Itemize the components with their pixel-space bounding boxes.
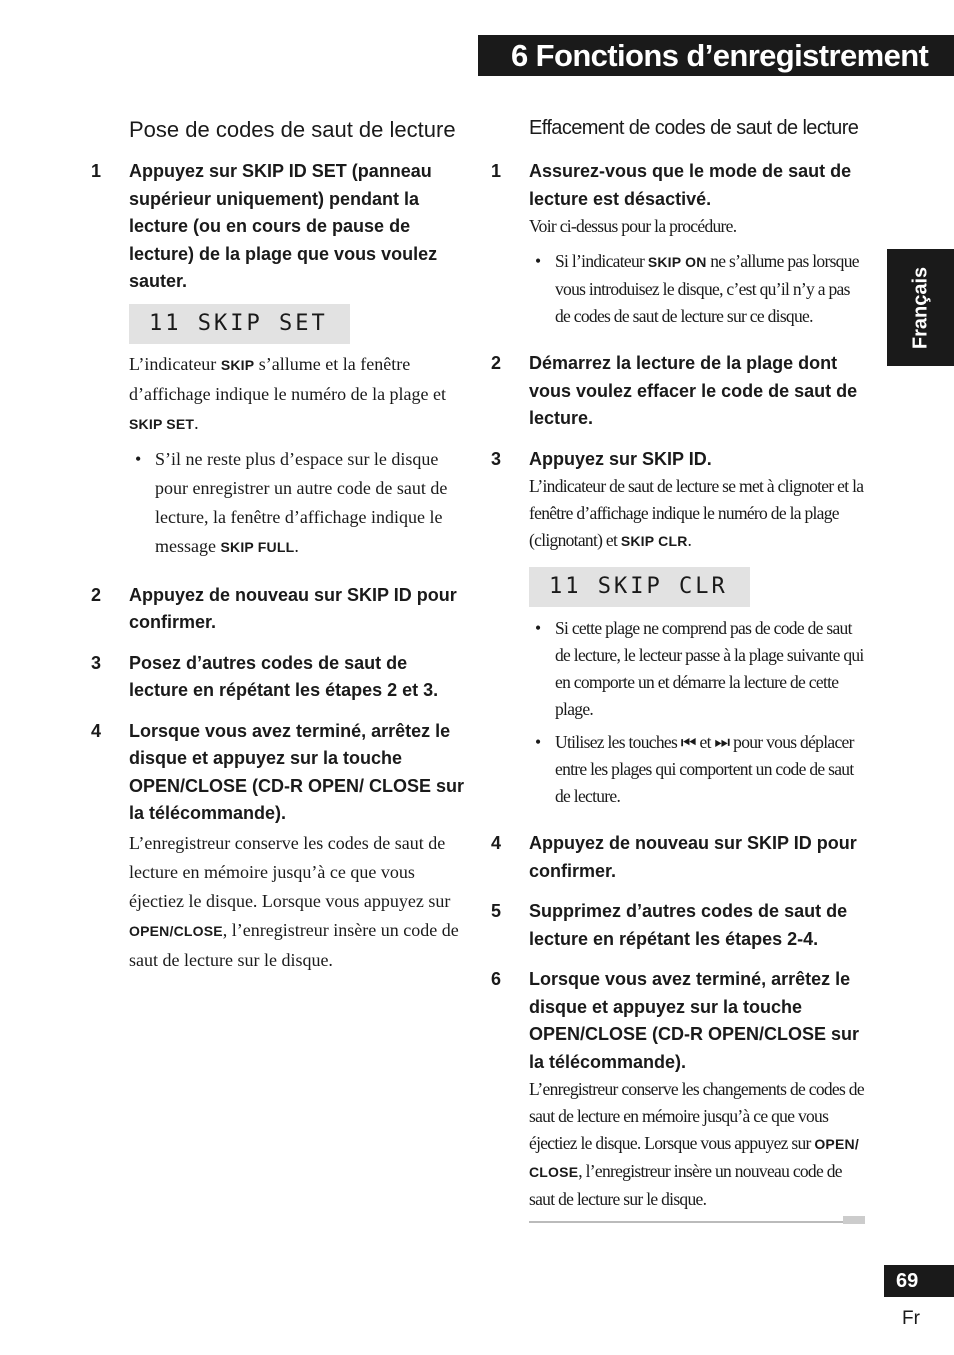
bullet-skip-on: • Si l’indicateur SKIP ON ne s’allume pas lorsque vous introduisez le disque, c’est qu’il n’y a pas de codes de saut de lecture sur ce disque. xyxy=(535,251,859,326)
lcd-display-skip-clr: 11 SKIP CLR xyxy=(529,567,750,607)
previous-track-icon: ⏮ xyxy=(680,732,696,752)
page-number: 69 xyxy=(884,1265,954,1297)
lcd-display-skip-set: 11 SKIP SET xyxy=(129,304,350,344)
paragraph-blinking: L’indicateur de saut de lecture se met à clignoter et la fenêtre d’affichage indique le numéro de la plage (clignotant) et SKIP CLR. xyxy=(529,476,864,550)
paragraph-indicator: L’indicateur SKIP s’allume et la fenêtre d’affichage indique le numéro de la plage et SKIP SET. xyxy=(129,353,447,433)
step-2: 2 Démarrez la lecture de la plage dont vous voulez effacer le code de saut de lecture. xyxy=(491,353,858,428)
step-1 xyxy=(91,158,469,296)
language-tab xyxy=(887,249,954,366)
next-track-icon: ⏭ xyxy=(714,732,730,752)
left-column xyxy=(91,113,469,975)
language-code: Fr xyxy=(902,1308,920,1329)
section-heading-pose: Pose de codes de saut de lecture xyxy=(129,117,456,142)
step-3: 3 Posez d’autres codes de saut de lecture en répétant les étapes 2 et 3. xyxy=(91,652,439,700)
section-heading-effacement: Effacement de codes de saut de lecture xyxy=(529,117,859,139)
step-4: 4 Lorsque vous avez terminé, arrêtez le disque et appuyez sur la touche OPEN/CLOSE (CD-R OPEN/ CLOSE sur la télécommande). xyxy=(91,720,465,823)
bullet-skip-full: • S’il ne reste plus d’espace sur le disque pour enregistrer un autre code de saut de lecture, la fenêtre d’affichage indique le message SKIP FULL. xyxy=(135,448,448,556)
bullet-skip-keys: • Utilisez les touches ⏮ et ⏭ pour vous déplacer entre les plages qui comportent un code de saut de lecture. xyxy=(535,732,854,806)
bullet-no-code: • Si cette plage ne comprend pas de code de saut de lecture, le lecteur passe à la plage suivante qui en comporte un et démarre la lecture de cette plage. xyxy=(535,618,864,719)
end-rule-marker xyxy=(843,1216,865,1224)
end-rule xyxy=(529,1221,865,1223)
step-3: 3 Appuyez sur SKIP ID. xyxy=(491,448,712,469)
step-2: 2 Appuyez de nouveau sur SKIP ID pour confirmer. xyxy=(91,584,457,632)
language-tab-label: Français xyxy=(909,266,931,349)
step-text: Appuyez sur SKIP ID SET (panneau supérieur uniquement) pendant la lecture (ou en cours de pause de lecture) de la plage que vous voulez sauter. xyxy=(129,161,438,291)
step-6: 6 Lorsque vous avez terminé, arrêtez le disque et appuyez sur la touche OPEN/CLOSE (CD-R OPEN/CLOSE sur la télécommande). xyxy=(491,969,860,1072)
paragraph-memory-changes: L’enregistreur conserve les changements de codes de saut de lecture en mémoire jusqu’à ce que vous éjectiez le disque. Lorsque vous appuyez sur OPEN/ CLOSE, l’enregistreur insère un nouveau code de saut de lecture sur le disque. xyxy=(529,1079,864,1209)
paragraph-see-above: Voir ci-dessus pour la procédure. xyxy=(529,216,737,236)
step-4: 4 Appuyez de nouveau sur SKIP ID pour confirmer. xyxy=(491,833,857,881)
right-column xyxy=(491,114,867,1213)
step-5: 5 Supprimez d’autres codes de saut de lecture en répétant les étapes 2-4. xyxy=(491,901,848,949)
chapter-header: 6 Fonctions d’enregistrement xyxy=(478,35,954,76)
step-1: 1 Assurez-vous que le mode de saut de lecture est désactivé. xyxy=(491,161,852,209)
step-number: 1 xyxy=(91,161,102,181)
paragraph-memory: L’enregistreur conserve les codes de saut de lecture en mémoire jusqu’à ce que vous éjectiez le disque. Lorsque vous appuyez sur OPEN/CLOSE, l’enregistreur insère un code de saut de lecture sur le disque. xyxy=(129,832,459,970)
